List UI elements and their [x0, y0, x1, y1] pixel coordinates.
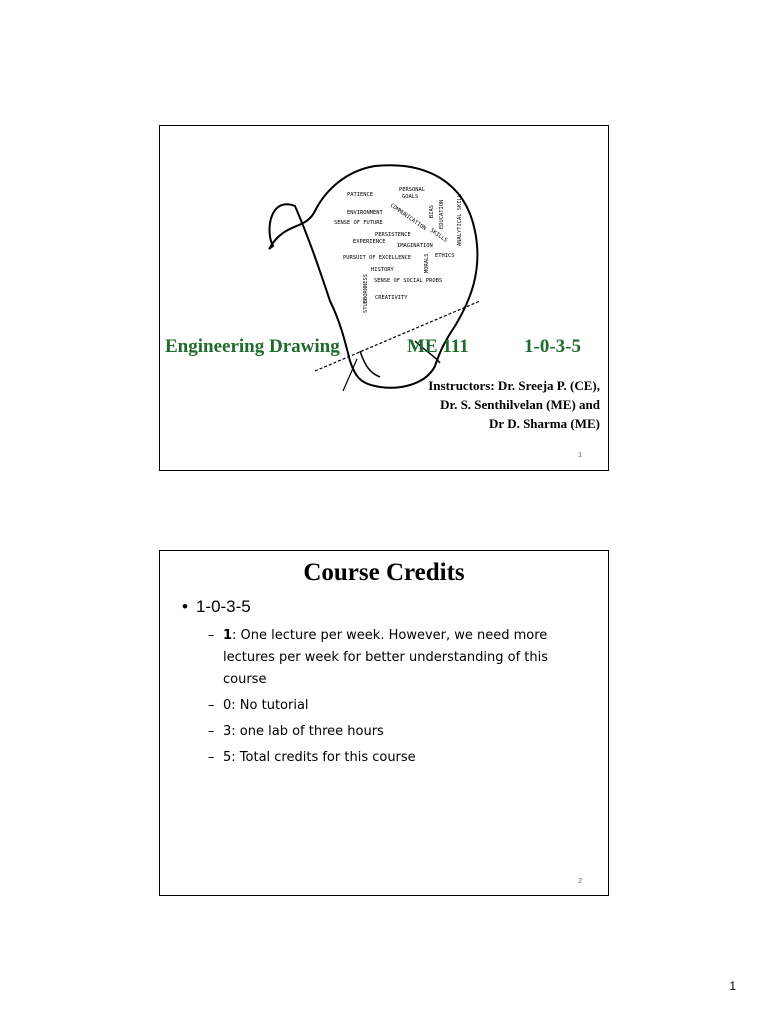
slide-1 [159, 125, 609, 471]
dash-icon: – [208, 724, 215, 739]
course-credits: 1-0-3-5 [524, 336, 581, 357]
slide-2 [159, 550, 609, 896]
sub-bullet-text: : one lab of three hours [231, 724, 384, 739]
sub-bullet-key: 3 [223, 724, 232, 739]
word-pursuit: PURSUIT OF EXCELLENCE [343, 255, 412, 261]
instructor-line-3: Dr D. Sharma (ME) [489, 416, 600, 431]
dash-icon: – [208, 628, 215, 643]
instructors-block [428, 376, 600, 433]
sub-bullet-key: 1 [223, 628, 233, 643]
main-bullet [182, 597, 251, 617]
bullet-dot-icon: • [182, 597, 188, 616]
word-personal: PERSONAL [399, 187, 425, 193]
word-skills: SKILLS [428, 227, 449, 244]
word-morals: MORALS [424, 253, 430, 273]
word-patience: PATIENCE [347, 192, 373, 198]
word-analytical: ANALYTICAL SKILL [457, 194, 463, 246]
sub-bullet-1 [208, 625, 588, 691]
word-education: EDUCATION [439, 199, 445, 229]
main-bullet-text: 1-0-3-5 [195, 597, 251, 616]
dash-icon: – [208, 750, 215, 765]
slide-number: 1 [578, 452, 582, 459]
word-creativity: CREATIVITY [375, 295, 408, 301]
word-stubbornness: STUBBORNNESS [363, 274, 369, 313]
word-sense-future: SENSE OF FUTURE [334, 220, 383, 226]
instructor-line-2: Dr. S. Senthilvelan (ME) and [440, 397, 600, 412]
slide-title: Course Credits [303, 559, 465, 586]
word-communication: COMMUNICATION [388, 202, 427, 232]
word-social: SENSE OF SOCIAL PROBS [374, 278, 443, 284]
word-persistence: PERSISTENCE [375, 232, 411, 238]
slide-number: 2 [578, 878, 582, 885]
sub-bullet-text: : No tutorial [231, 698, 309, 713]
course-code: ME 111 [407, 336, 469, 357]
sub-bullet-key: 0 [223, 698, 232, 713]
dash-icon: – [208, 698, 215, 713]
word-goals: GOALS [402, 194, 419, 200]
instructor-line-1: Instructors: Dr. Sreeja P. (CE), [428, 378, 600, 393]
course-title: Engineering Drawing [165, 336, 340, 357]
word-experience: EXPERIENCE [353, 239, 386, 245]
sub-bullet-3 [208, 721, 588, 743]
word-ethics: ETHICS [435, 253, 455, 259]
sub-bullet-text: : Total credits for this course [231, 750, 416, 765]
word-imagination: IMAGINATION [397, 243, 433, 249]
word-history: HISTORY [371, 267, 394, 273]
word-bias: BIAS [429, 205, 435, 218]
sub-bullet-text: : One lecture per week. However, we need more lectures per week for better understanding of this course [223, 628, 549, 687]
page-number: 1 [729, 979, 736, 993]
sub-bullet-2 [208, 695, 588, 717]
sub-bullet-4 [208, 747, 588, 769]
sub-bullet-key: 5 [223, 750, 232, 765]
word-environment: ENVIRONMENT [347, 210, 383, 216]
